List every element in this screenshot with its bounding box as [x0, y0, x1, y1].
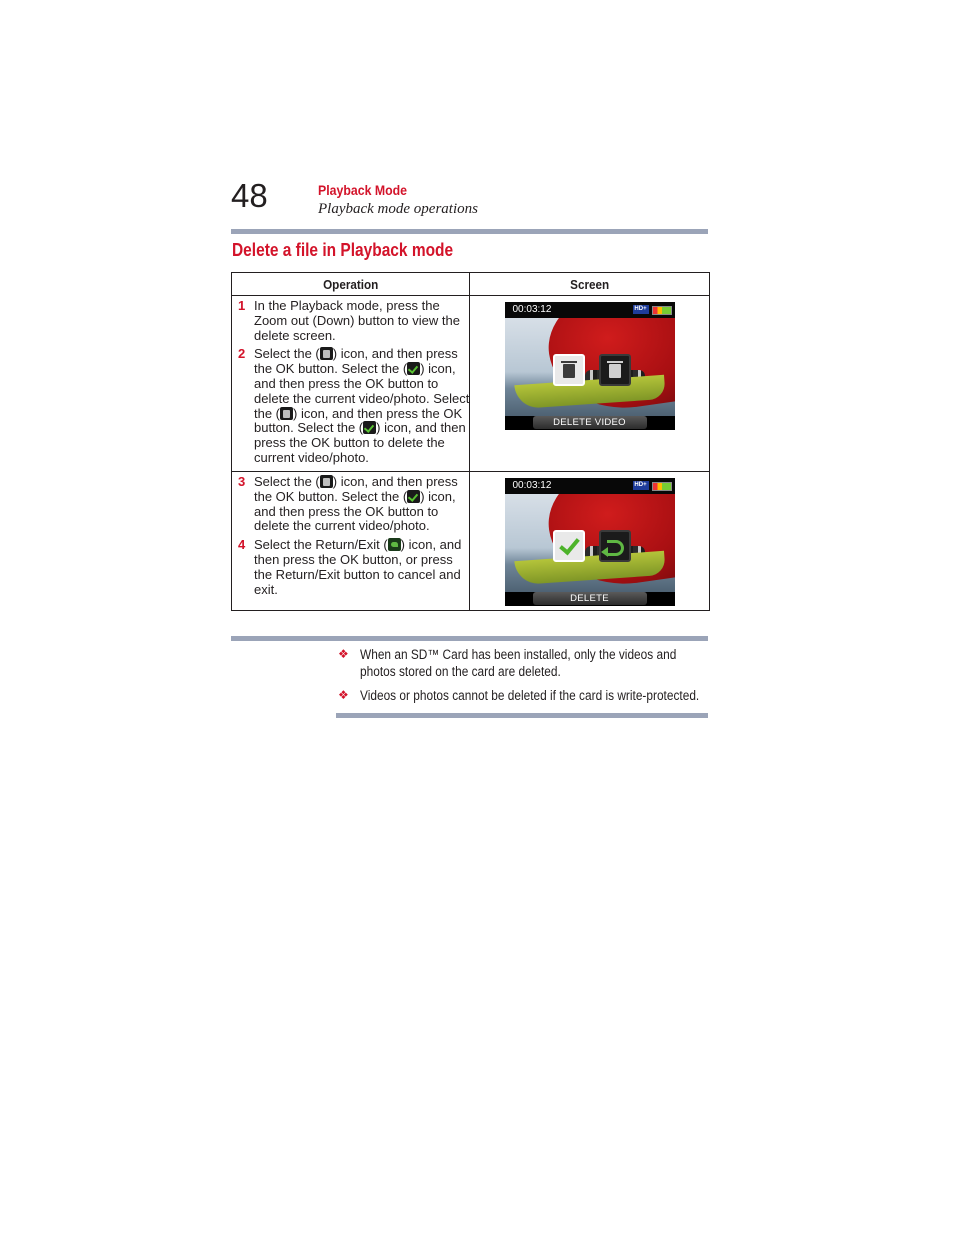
note-text: Videos or photos cannot be deleted if the card is write-protected.	[360, 688, 700, 703]
check-icon	[407, 490, 420, 503]
step-text: Select the ( ) icon, and then press the OK button. Select the ( ) icon, and then press the OK button to delete the current video/photo.	[254, 474, 458, 534]
top-rule	[231, 229, 708, 234]
check-icon	[407, 362, 420, 375]
notes-list	[338, 646, 710, 704]
chapter-title: Playback Mode	[318, 182, 408, 198]
notes-top-rule	[231, 636, 708, 641]
note-item	[338, 687, 710, 704]
trash-icon	[553, 354, 585, 386]
section-title: Playback mode operations	[318, 201, 478, 217]
step-number: 3	[238, 474, 246, 489]
camera-screen-delete-video	[505, 302, 675, 430]
screen-status-bar	[505, 478, 675, 494]
operations-table	[231, 272, 710, 611]
step-item	[238, 299, 469, 343]
elapsed-time: 00:03:12	[512, 304, 552, 315]
step-number: 2	[238, 346, 246, 362]
column-header-screen: Screen	[470, 273, 710, 296]
step-text: Select the Return/Exit ( ) icon, and then press the OK button, or press the Return/Exit button to cancel and exit.	[254, 537, 462, 597]
screen-label: DELETE VIDEO	[533, 416, 647, 429]
note-item	[338, 646, 710, 680]
hd-badge-icon: HD+	[634, 482, 647, 488]
diamond-bullet-icon: ❖	[338, 688, 349, 702]
table-row	[232, 472, 710, 611]
operation-cell	[232, 472, 470, 611]
elapsed-time: 00:03:12	[512, 480, 552, 491]
sailboat-photo	[505, 494, 675, 592]
diamond-bullet-icon: ❖	[338, 647, 349, 661]
step-item	[238, 347, 469, 465]
screen-label: DELETE	[533, 592, 647, 605]
page-heading: Delete a file in Playback mode	[232, 240, 454, 260]
notes-bottom-rule	[336, 713, 708, 718]
table-row	[232, 296, 710, 472]
screen-cell	[470, 472, 710, 611]
step-item	[238, 475, 469, 534]
camera-screen-delete-confirm	[505, 478, 675, 606]
sailboat-photo	[505, 318, 675, 416]
screen-cell	[470, 296, 710, 472]
return-icon	[388, 538, 401, 551]
operation-cell	[232, 296, 470, 472]
step-number: 4	[238, 537, 246, 553]
check-icon	[553, 530, 585, 562]
return-icon	[599, 530, 631, 562]
step-item	[238, 538, 469, 597]
table-header-row	[232, 273, 710, 296]
step-text: Select the ( ) icon, and then press the OK button. Select the ( ) icon, and then press the OK button to delete the current video/photo. Select the ( ) icon, and then press the OK button. Select the ( ) icon, and then press the OK button to delete the current video/photo.	[254, 346, 470, 465]
screen-status-bar	[505, 302, 675, 318]
trash-icon	[320, 347, 333, 360]
step-text: In the Playback mode, press the Zoom out (Down) button to view the delete screen.	[254, 298, 460, 343]
trash-all-icon	[320, 475, 333, 488]
hd-badge-icon: HD+	[634, 306, 647, 312]
note-text: When an SD™ Card has been installed, only the videos and photos stored on the card are deleted.	[360, 647, 677, 679]
column-header-operation: Operation	[232, 273, 470, 296]
battery-icon	[652, 482, 672, 491]
trash-all-icon	[280, 407, 293, 420]
battery-icon	[652, 306, 672, 315]
check-icon	[363, 421, 376, 434]
trash-all-icon	[599, 354, 631, 386]
step-number: 1	[238, 298, 246, 313]
page-number: 48	[231, 177, 268, 214]
